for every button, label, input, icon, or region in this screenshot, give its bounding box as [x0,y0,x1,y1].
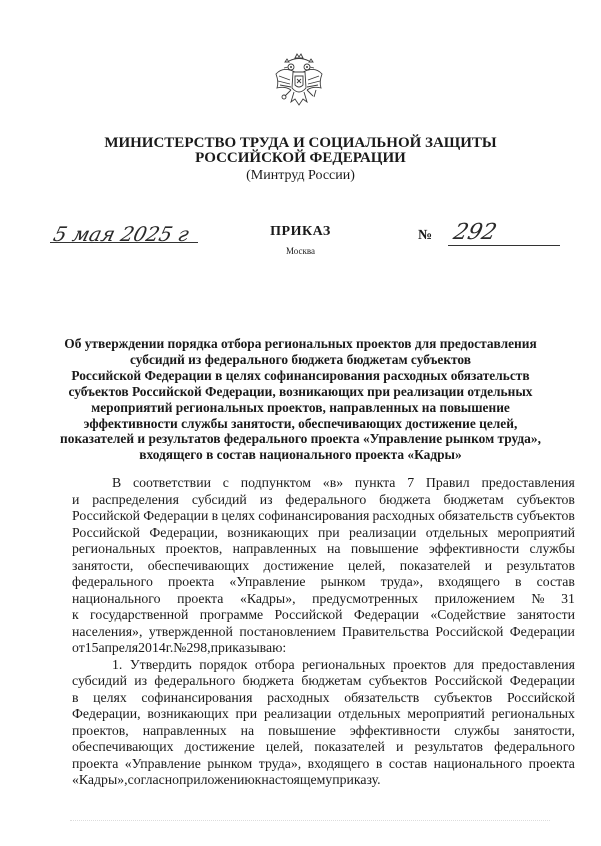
subject-line: субсидий из федерального бюджета бюджетам субъектов [129,351,472,367]
body-line: от 15 апреля 2014 г. № 298, приказываю: [72,640,287,655]
body-line: населения», утвержденной постановлением Правительства Российской Федерации [72,623,575,639]
body-line: В соответствии с подпунктом «в» пункта 7 Правил предоставления [112,475,575,490]
body-line: Российской Федерации, возникающих при реализации отдельных мероприятий [72,524,575,540]
order-subject [40,336,561,463]
subject-line: показателей и результатов федерального проекта «Управление рынком труда», [60,431,541,447]
body-line: обеспечивающих достижение целей, показателей и результатов федерального [72,739,575,754]
body-line: проектов, направленных на повышение эффективности службы занятости, [72,722,575,738]
body-line: «Кадры», согласно приложению к настоящему приказу. [72,772,381,787]
order-date-handwritten: 5 мая 2025 г [51,222,192,246]
number-underline [448,245,560,246]
subject-line: Об утверждении порядка отбора региональных проектов для предоставления [64,336,537,351]
subject-line: субъектов Российской Федерации, возникающих при реализации отдельных [68,383,533,399]
subject-line: эффективности службы занятости, обеспечивающих достижение целей, [83,415,518,431]
order-date [50,220,200,250]
body-line: региональных проектов, направленных на повышение эффективности службы [72,541,575,556]
subject-line: входящего в состав национального проекта «Кадры» [139,447,462,463]
subject-line: Российской Федерации в целях софинансирования расходных обязательств [71,367,530,383]
scan-artifact-divider [70,820,550,823]
order-body [72,475,575,789]
body-line: и распределения субсидий из федерального бюджета бюджетам субъектов [72,491,575,507]
body-line: субсидий из федерального бюджета бюджетам субъектов Российской Федерации [72,673,575,688]
body-line: проекта «Управление рынком труда», входящего в состав национального проекта [72,755,575,771]
body-line: 1. Утвердить порядок отбора региональных проектов для предоставления [112,656,575,672]
body-line: в целях софинансирования расходных обязательств субъектов Российской [72,689,575,705]
body-line: Федерации, возникающих при реализации отдельных мероприятий региональных [72,706,575,721]
body-line: занятости, обеспечивающих достижение целей, показателей и результатов [72,557,575,573]
city-name: Москва [286,246,315,256]
ministry-name [0,136,601,166]
ministry-short-name: (Минтруд России) [246,168,355,183]
subject-line: мероприятий региональных проектов, направленных на повышение [91,399,510,415]
ministry-name-line: РОССИЙСКОЙ ФЕДЕРАЦИИ [195,150,406,166]
order-number-handwritten: 292 [450,220,500,245]
ministry-name-line: МИНИСТЕРСТВО ТРУДА И СОЦИАЛЬНОЙ ЗАЩИТЫ [104,135,497,151]
body-line: национального проекта «Кадры», предусмотренных приложением № 31 [72,590,575,606]
order-number [418,222,558,252]
order-title: ПРИКАЗ [270,224,331,239]
state-emblem-icon [273,52,325,110]
body-line: Российской Федерации в целях софинансирования расходных обязательств субъектов [72,508,575,523]
number-sign: № [418,228,433,243]
body-line: к государственной программе Российской Федерации «Содействие занятости [72,607,575,622]
body-line: федерального проекта «Управление рынком труда», входящего в состав [72,574,575,589]
date-underline [50,242,198,243]
